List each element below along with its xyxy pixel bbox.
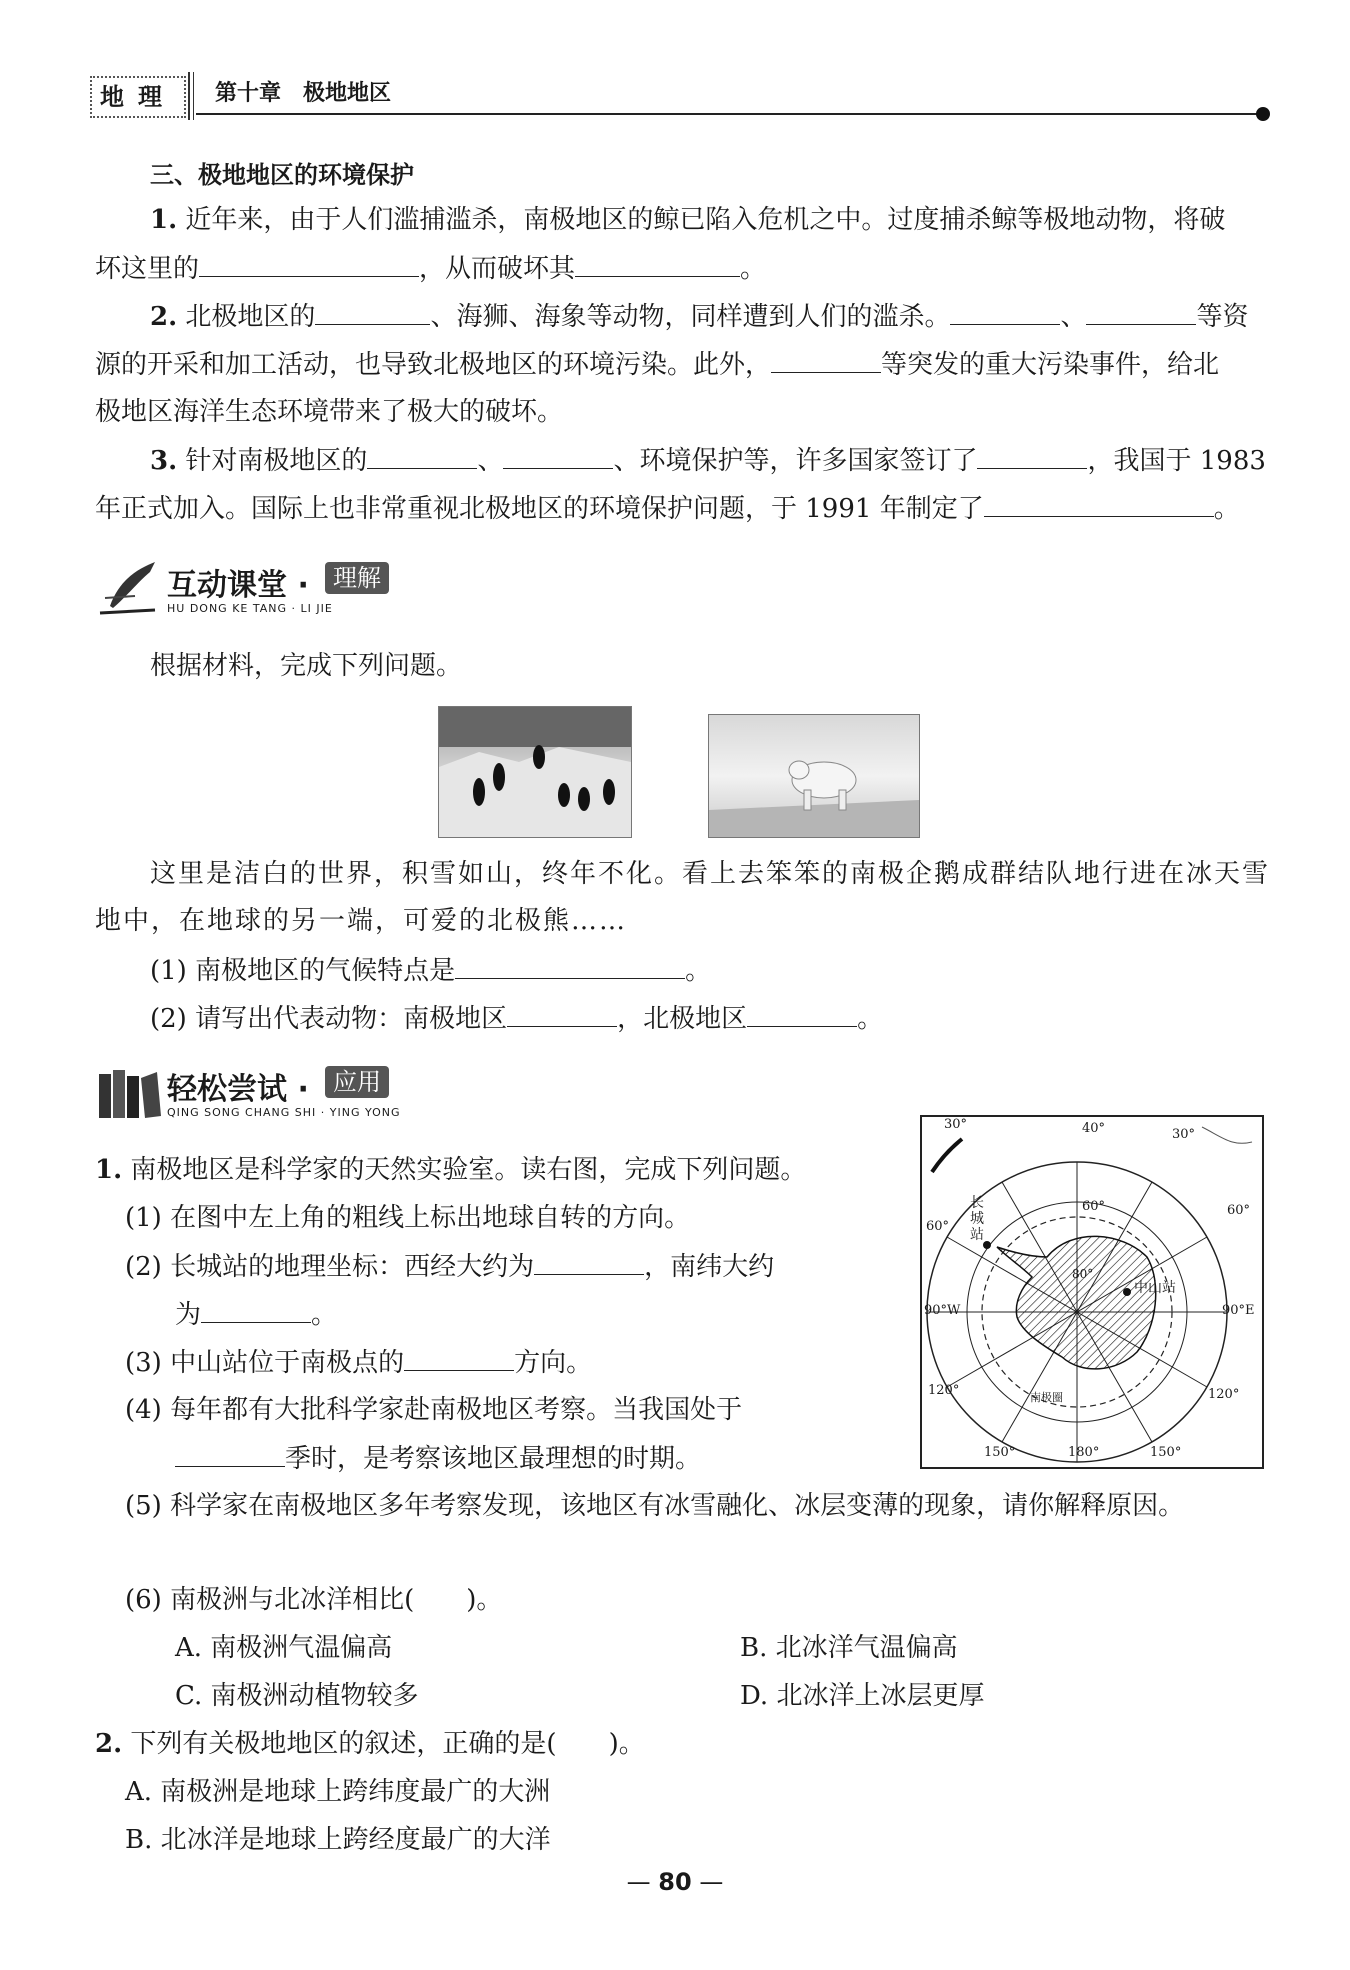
p1-sub4-cont [175,1440,701,1477]
p1-number: 1. [95,1155,123,1185]
map-label-150e: 150° [1150,1445,1182,1460]
answer-blank[interactable] [367,442,477,469]
answer-blank[interactable] [201,1296,311,1323]
q3-line1 [150,442,1266,479]
p1-sub4-text: 季时，是考察该地区最理想的时期。 [285,1444,702,1474]
p1-sub5-answer-space[interactable] [125,1530,1255,1578]
q3-text: ，我国于 1983 [1087,446,1266,476]
pen-icon [95,558,165,618]
p1-stem [95,1152,806,1188]
q3-text: 、 [477,446,504,476]
p1-sub2 [125,1248,774,1285]
q1-line2 [95,250,766,287]
q2-text: 、海狮、海象等动物，同样遭到人们的滥杀。 [430,302,951,332]
q2-line1 [150,298,1248,335]
material-line2: 地中，在地球的另一端，可爱的北极熊…… [95,906,628,936]
q3-text: 年正式加入。国际上也非常重视北极地区的环境保护问题，于 1991 年制定了 [95,494,984,524]
p1-sub5: (5) 科学家在南极地区多年考察发现，该地区有冰雪融化、冰层变薄的现象，请你解释原因。 [125,1491,1185,1521]
answer-blank[interactable] [534,1248,644,1275]
antarctic-map-drawing [922,1117,1262,1467]
map-label-60-lat: 60° [1082,1199,1106,1214]
answer-blank[interactable] [315,298,430,325]
zhongshan-station-label: 中山站 [1134,1280,1176,1296]
map-label-120e: 120° [1208,1387,1240,1402]
practice-banner [95,1062,435,1122]
answer-blank[interactable] [747,1000,857,1027]
interactive-q2 [150,1000,883,1037]
map-label-90e: 90°E [1222,1303,1255,1318]
practice-banner-subtitle: QING SONG CHANG SHI · YING YONG [167,1106,401,1119]
p1-option-d[interactable]: D. 北冰洋上冰层更厚 [740,1681,985,1711]
answer-blank[interactable] [977,442,1087,469]
page-number-wrapper: — 80 — [626,1868,724,1896]
q3-line2 [95,490,1240,527]
p1-sub4: (4) 每年都有大批科学家赴南极地区考察。当我国处于 [125,1395,743,1425]
q3-number: 3. [150,446,178,476]
p2-stem-text: 下列有关极地地区的叙述，正确的是( )。 [130,1729,645,1759]
material-line1: 这里是洁白的世界，积雪如山，终年不化。看上去笨笨的南极企鹅成群结队地行进在冰天雪 [150,859,1271,889]
p1-stem-text: 南极地区是科学家的天然实验室。读右图，完成下列问题。 [130,1155,807,1185]
interactive-q1-text: 。 [685,956,712,986]
p2-stem [95,1726,645,1762]
penguin-photo [438,706,632,838]
q3-text: 。 [1213,494,1240,524]
polar-bear-illustration [709,715,919,837]
interactive-q1-text: (1) 南极地区的气候特点是 [150,956,456,986]
header-separator [188,72,194,120]
answer-blank[interactable] [950,298,1060,325]
penguin-illustration [439,707,631,837]
q2-line2 [95,346,1219,383]
subject-label: 地理 [90,76,186,118]
map-label-30e: 30° [1172,1127,1196,1142]
p1-sub2-cont [175,1296,337,1333]
changcheng-station-label: 长城站 [970,1195,984,1243]
header-rule-dot [1256,107,1270,121]
q2-line3: 极地区海洋生态环境带来了极大的破坏。 [95,397,564,427]
p1-sub2-text: ，南纬大约 [644,1252,775,1282]
p1-sub3-text: 方向。 [514,1348,593,1378]
interactive-q2-text: ，北极地区 [617,1004,748,1034]
books-icon [95,1064,165,1120]
interactive-q2-text: (2) 请写出代表动物：南极地区 [150,1004,508,1034]
map-label-60e: 60° [1227,1203,1251,1218]
q3-text: 、环境保护等，许多国家签订了 [613,446,978,476]
polar-bear-photo [708,714,920,838]
q1-number: 1. [150,205,178,235]
q1-text: ，从而破坏其 [419,254,576,284]
section-heading: 三、极地地区的环境保护 [150,161,414,189]
interactive-q1 [150,952,711,989]
p1-option-b[interactable]: B. 北冰洋气温偏高 [740,1633,958,1663]
answer-blank[interactable] [984,490,1214,517]
map-label-150w: 150° [984,1445,1016,1460]
map-label-40: 40° [1082,1121,1106,1136]
interactive-banner-title: 互动课堂 · [167,568,309,603]
antarctic-circle-label: 南极圈 [1030,1391,1063,1404]
answer-blank[interactable] [507,1000,617,1027]
p1-option-a[interactable]: A. 南极洲气温偏高 [175,1633,393,1663]
map-label-80: 80° [1072,1267,1094,1281]
p2-number: 2. [95,1729,123,1759]
map-label-120w: 120° [928,1383,960,1398]
p1-sub6: (6) 南极洲与北冰洋相比( )。 [125,1585,503,1615]
answer-blank[interactable] [771,346,881,373]
answer-blank[interactable] [175,1440,285,1467]
p2-option-b[interactable]: B. 北冰洋是地球上跨经度最广的大洋 [125,1825,551,1855]
map-label-30w: 30° [944,1117,968,1132]
p1-sub1: (1) 在图中左上角的粗线上标出地球自转的方向。 [125,1203,691,1233]
p1-sub2-text: 。 [311,1300,338,1330]
map-label-90w: 90°W [924,1303,961,1318]
p1-option-c[interactable]: C. 南极洲动植物较多 [175,1681,419,1711]
q2-text: 、 [1060,302,1087,332]
q1-text: 。 [740,254,767,284]
p1-sub2-text: (2) 长城站的地理坐标：西经大约为 [125,1252,535,1282]
answer-blank[interactable] [1086,298,1196,325]
q3-text: 针对南极地区的 [185,446,368,476]
p1-sub3-text: (3) 中山站位于南极点的 [125,1348,405,1378]
chapter-title: 第十章 极地地区 [215,81,392,106]
answer-blank[interactable] [404,1344,514,1371]
map-label-180: 180° [1068,1445,1100,1460]
answer-blank[interactable] [503,442,613,469]
practice-banner-title: 轻松尝试 · [167,1072,309,1107]
p2-option-a[interactable]: A. 南极洲是地球上跨纬度最广的大洲 [125,1777,551,1807]
q2-text: 等突发的重大污染事件，给北 [881,350,1220,380]
q2-text: 等资 [1196,302,1249,332]
antarctic-map [920,1115,1264,1469]
interactive-banner-subtitle: HU DONG KE TANG · LI JIE [167,602,333,615]
p1-sub2-text: 为 [175,1300,202,1330]
q1-text: 近年来，由于人们滥捕滥杀，南极地区的鲸已陷入危机之中。过度捕杀鲸等极地动物，将破 [185,205,1226,235]
map-label-60w: 60° [926,1219,950,1234]
answer-blank[interactable] [199,250,419,277]
q1-line1 [150,202,1225,238]
answer-blank[interactable] [575,250,740,277]
interactive-banner-tag: 理解 [325,562,389,594]
interactive-q2-text: 。 [857,1004,884,1034]
p1-sub3 [125,1344,592,1381]
q2-text: 源的开采和加工活动，也导致北极地区的环境污染。此外， [95,350,772,380]
interactive-intro: 根据材料，完成下列问题。 [150,651,463,681]
practice-banner-tag: 应用 [325,1066,389,1098]
q2-text: 北极地区的 [185,302,316,332]
page-number: 80 [658,1868,692,1896]
q2-number: 2. [150,302,178,332]
header-rule [196,113,1261,115]
interactive-banner [95,558,415,618]
answer-blank[interactable] [455,952,685,979]
q1-text: 坏这里的 [95,254,200,284]
